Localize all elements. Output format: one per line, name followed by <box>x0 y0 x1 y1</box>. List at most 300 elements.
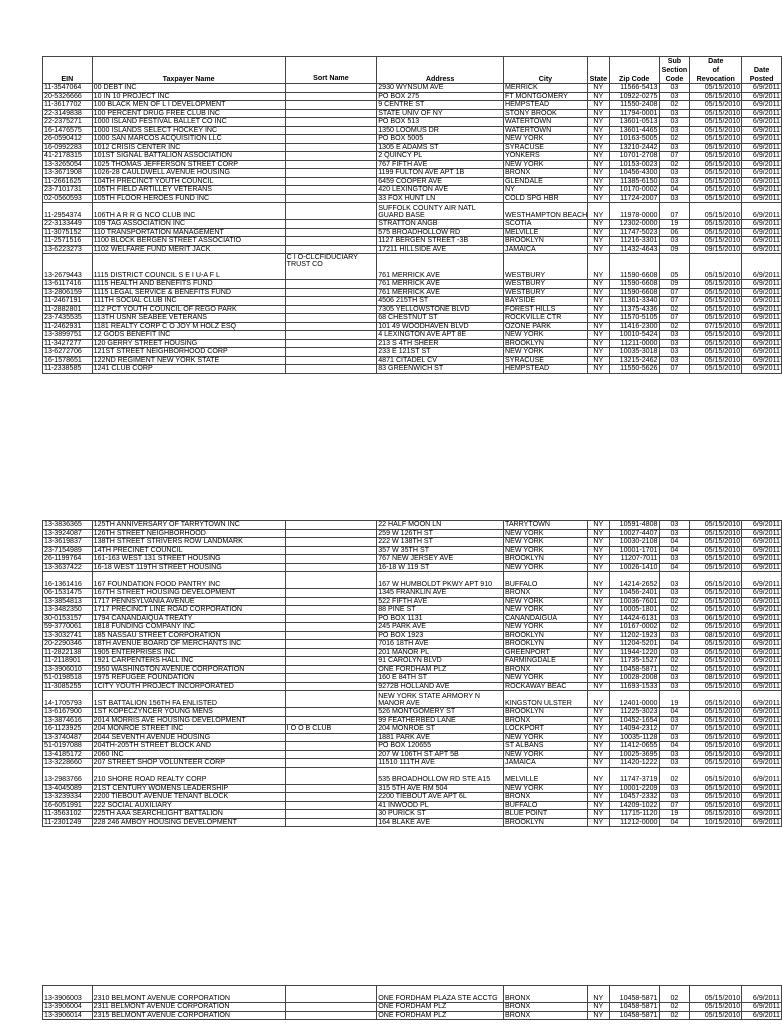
city-cell: JAMAICA <box>504 245 588 254</box>
address-cell: 4 LEXINGTON AVE APT 8E <box>377 331 504 340</box>
address-cell: 535 BROADHOLLOW RD STE A15 <box>377 767 504 784</box>
header-taxpayer-name: Taxpayer Name <box>92 75 285 84</box>
code-cell: 04 <box>659 186 690 195</box>
code-cell: 07 <box>659 365 690 374</box>
code-cell: 03 <box>659 194 690 203</box>
city-cell: NEW YORK <box>504 348 588 357</box>
page1-table <box>42 56 782 374</box>
code-cell: 03 <box>659 674 690 683</box>
table-row <box>43 135 782 144</box>
city-cell: WESTHAMPTON BEACH <box>504 203 588 220</box>
table-row <box>43 228 782 237</box>
code-cell: 19 <box>659 691 690 708</box>
posted-date-cell: 6/9/2011 <box>742 84 782 93</box>
ein-cell: 06-1531475 <box>43 589 93 598</box>
posted-date-cell: 6/9/2011 <box>742 597 782 606</box>
taxpayer-name-cell: 101ST SIGNAL BATTALION ASSOCIATION <box>92 152 285 161</box>
revocation-date-cell: 05/15/2010 <box>690 572 742 589</box>
zip-cell: 10035-1128 <box>609 733 659 742</box>
taxpayer-name-cell: 138TH STREET STRIVERS ROW LANDMARK <box>92 538 285 547</box>
revocation-date-cell: 05/15/2010 <box>690 733 742 742</box>
code-cell: 03 <box>659 237 690 246</box>
posted-date-cell: 6/9/2011 <box>742 101 782 110</box>
state-cell: NY <box>587 305 609 314</box>
zip-cell: 11693-1533 <box>609 682 659 691</box>
code-cell: 03 <box>659 126 690 135</box>
sort-name-cell <box>285 348 377 357</box>
posted-date-cell: 6/9/2011 <box>742 135 782 144</box>
table-row <box>43 220 782 229</box>
posted-date-cell: 6/9/2011 <box>742 538 782 547</box>
code-cell: 03 <box>659 648 690 657</box>
zip-cell: 11212-0000 <box>609 818 659 827</box>
city-cell: BROOKLYN <box>504 237 588 246</box>
ein-cell: 13-6117416 <box>43 280 93 289</box>
zip-cell: 11412-0655 <box>609 742 659 751</box>
taxpayer-name-cell: 1ST KOPECZYNCER YOUNG MENS <box>92 708 285 717</box>
table-row <box>43 177 782 186</box>
state-cell: NY <box>587 631 609 640</box>
sort-name-cell <box>285 623 377 632</box>
code-cell: 03 <box>659 555 690 564</box>
revocation-date-cell: 05/15/2010 <box>690 237 742 246</box>
zip-cell: 10025-3695 <box>609 750 659 759</box>
header-of: of <box>690 66 742 75</box>
sort-name-cell <box>285 733 377 742</box>
code-cell: 03 <box>659 331 690 340</box>
revocation-date-cell: 05/15/2010 <box>690 725 742 734</box>
table-row <box>43 348 782 357</box>
address-cell: 41 INWOOD PL <box>377 801 504 810</box>
ein-cell: 11-2822138 <box>43 648 93 657</box>
table-row <box>43 118 782 127</box>
sort-name-cell <box>285 92 377 101</box>
address-cell: PO BOX 1131 <box>377 614 504 623</box>
address-cell: 201 MANOR PL <box>377 648 504 657</box>
revocation-date-cell: 05/15/2010 <box>690 606 742 615</box>
posted-date-cell: 6/9/2011 <box>742 203 782 220</box>
code-cell: 04 <box>659 563 690 572</box>
posted-date-cell: 6/9/2011 <box>742 365 782 374</box>
city-cell: NEW YORK <box>504 563 588 572</box>
posted-date-cell: 6/9/2011 <box>742 348 782 357</box>
code-cell: 02 <box>659 665 690 674</box>
sort-name-cell <box>285 801 377 810</box>
sort-name-cell <box>285 109 377 118</box>
state-cell: NY <box>587 152 609 161</box>
table-row <box>43 986 782 1003</box>
table-row <box>43 314 782 323</box>
city-cell: NEW YORK <box>504 597 588 606</box>
state-cell: NY <box>587 708 609 717</box>
code-cell: 04 <box>659 538 690 547</box>
zip-cell: 10028-2008 <box>609 674 659 683</box>
sort-name-cell <box>285 631 377 640</box>
posted-date-cell: 6/9/2011 <box>742 322 782 331</box>
taxpayer-name-cell: 14TH PRECINET COUNCIL <box>92 546 285 555</box>
revocation-date-cell: 10/15/2010 <box>690 818 742 827</box>
address-cell: 22 HALF MOON LN <box>377 521 504 530</box>
revocation-date-cell: 05/15/2010 <box>690 348 742 357</box>
revocation-date-cell: 05/15/2010 <box>690 682 742 691</box>
revocation-date-cell: 05/15/2010 <box>690 563 742 572</box>
ein-cell: 22-2375271 <box>43 118 93 127</box>
code-cell: 09 <box>659 245 690 254</box>
state-cell: NY <box>587 742 609 751</box>
city-cell: WATERTOWN <box>504 118 588 127</box>
ein-cell: 11-2571516 <box>43 237 93 246</box>
page1-body <box>43 84 782 374</box>
code-cell: 03 <box>659 529 690 538</box>
state-cell: NY <box>587 331 609 340</box>
page3-body <box>43 986 782 1020</box>
revocation-date-cell: 05/15/2010 <box>690 220 742 229</box>
code-cell: 02 <box>659 160 690 169</box>
revocation-date-cell: 05/15/2010 <box>690 648 742 657</box>
sort-name-cell <box>285 101 377 110</box>
taxpayer-name-cell: 100 BLACK MEN OF L I DEVELOPMENT <box>92 101 285 110</box>
revocation-date-cell: 05/15/2010 <box>690 810 742 819</box>
ein-cell: 13-4045089 <box>43 784 93 793</box>
ein-cell: 11-2882801 <box>43 305 93 314</box>
city-cell: FOREST HILLS <box>504 305 588 314</box>
state-cell: NY <box>587 254 609 280</box>
state-cell: NY <box>587 288 609 297</box>
zip-cell: 10036-7601 <box>609 597 659 606</box>
posted-date-cell: 6/9/2011 <box>742 555 782 564</box>
address-cell: STRATTON ANGB <box>377 220 504 229</box>
city-cell: NY <box>504 186 588 195</box>
table-row <box>43 750 782 759</box>
state-cell: NY <box>587 725 609 734</box>
table-row <box>43 101 782 110</box>
ein-cell: 13-4185172 <box>43 750 93 759</box>
taxpayer-name-cell: 1921 CARPENTERS HALL INC <box>92 657 285 666</box>
city-cell: SCOTIA <box>504 220 588 229</box>
zip-cell: 11550-2408 <box>609 101 659 110</box>
ein-cell: 26-1199764 <box>43 555 93 564</box>
header-date2: Date <box>742 66 782 75</box>
city-cell: NEW YORK <box>504 331 588 340</box>
code-cell: 03 <box>659 614 690 623</box>
revocation-date-cell: 05/15/2010 <box>690 169 742 178</box>
taxpayer-name-cell: 2311 BELMONT AVENUE CORPORATION <box>92 1003 285 1012</box>
posted-date-cell: 6/9/2011 <box>742 160 782 169</box>
ein-cell: 13-3854813 <box>43 597 93 606</box>
zip-cell: 13601-4465 <box>609 126 659 135</box>
state-cell: NY <box>587 784 609 793</box>
taxpayer-name-cell: 1950 WASHINGTON AVENUE CORPORATION <box>92 665 285 674</box>
posted-date-cell: 6/9/2011 <box>742 563 782 572</box>
city-cell: JAMAICA <box>504 759 588 768</box>
ein-cell: 13-3874616 <box>43 716 93 725</box>
ein-cell: 13-3239334 <box>43 793 93 802</box>
revocation-date-cell: 05/15/2010 <box>690 1011 742 1020</box>
sort-name-cell <box>285 597 377 606</box>
table-row <box>43 1003 782 1012</box>
city-cell: BRONX <box>504 1011 588 1020</box>
city-cell: YONKERS <box>504 152 588 161</box>
table-row <box>43 322 782 331</box>
ein-cell: 13-3619837 <box>43 538 93 547</box>
state-cell: NY <box>587 589 609 598</box>
city-cell: FARMINGDALE <box>504 657 588 666</box>
state-cell: NY <box>587 356 609 365</box>
zip-cell: 10001-2209 <box>609 784 659 793</box>
code-cell: 03 <box>659 356 690 365</box>
state-cell: NY <box>587 177 609 186</box>
table-row <box>43 521 782 530</box>
state-cell: NY <box>587 691 609 708</box>
city-cell: BAYSIDE <box>504 297 588 306</box>
address-cell: 204 MONROE ST <box>377 725 504 734</box>
code-cell: 03 <box>659 84 690 93</box>
address-cell: 160 E 84TH ST <box>377 674 504 683</box>
table-row <box>43 657 782 666</box>
table-row <box>43 801 782 810</box>
ein-cell: 13-3836365 <box>43 521 93 530</box>
table-row <box>43 818 782 827</box>
address-cell: 99 FEATHERBED LANE <box>377 716 504 725</box>
taxpayer-name-cell: 225TH AAA SEARCHLIGHT BATTALION <box>92 810 285 819</box>
taxpayer-name-cell: 105TH FIELD ARTILLEY VETERANS <box>92 186 285 195</box>
posted-date-cell: 6/9/2011 <box>742 742 782 751</box>
posted-date-cell: 6/9/2011 <box>742 631 782 640</box>
posted-date-cell: 6/9/2011 <box>742 280 782 289</box>
sort-name-cell <box>285 640 377 649</box>
taxpayer-name-cell: 2014 MORRIS AVE HOUSING DEVELOPMENT <box>92 716 285 725</box>
zip-cell: 11590-6608 <box>609 280 659 289</box>
ein-cell: 13-2806159 <box>43 288 93 297</box>
posted-date-cell: 6/9/2011 <box>742 708 782 717</box>
city-cell: BRONX <box>504 793 588 802</box>
sort-name-cell <box>285 288 377 297</box>
ein-cell: 26-0590412 <box>43 135 93 144</box>
address-cell: 761 MERRICK AVE <box>377 288 504 297</box>
revocation-date-cell: 05/15/2010 <box>690 555 742 564</box>
code-cell: 02 <box>659 1011 690 1020</box>
revocation-date-cell: 05/15/2010 <box>690 203 742 220</box>
table-row <box>43 203 782 220</box>
sort-name-cell <box>285 674 377 683</box>
code-cell: 03 <box>659 572 690 589</box>
ein-cell: 11-2462931 <box>43 322 93 331</box>
zip-cell: 10010-5424 <box>609 331 659 340</box>
revocation-date-cell: 08/15/2010 <box>690 674 742 683</box>
revocation-date-cell: 05/15/2010 <box>690 623 742 632</box>
taxpayer-name-cell: 105TH FLOOR HEROES FUND INC <box>92 194 285 203</box>
state-cell: NY <box>587 640 609 649</box>
table-row <box>43 665 782 674</box>
ein-cell: 16-6051991 <box>43 801 93 810</box>
taxpayer-name-cell: 1241 CLUB CORP <box>92 365 285 374</box>
ein-cell: 13-3740487 <box>43 733 93 742</box>
code-cell: 03 <box>659 733 690 742</box>
code-cell: 02 <box>659 101 690 110</box>
code-cell: 19 <box>659 220 690 229</box>
state-cell: NY <box>587 648 609 657</box>
state-cell: NY <box>587 665 609 674</box>
zip-cell: 10457-2332 <box>609 793 659 802</box>
posted-date-cell: 6/9/2011 <box>742 1011 782 1020</box>
sort-name-cell <box>285 339 377 348</box>
address-cell: 1127 BERGEN STREET -3B <box>377 237 504 246</box>
table-row <box>43 631 782 640</box>
ein-cell: 13-3924087 <box>43 529 93 538</box>
code-cell: 04 <box>659 742 690 751</box>
taxpayer-name-cell: 1000 ISLAND FESTIVAL BALLET CO INC <box>92 118 285 127</box>
taxpayer-name-cell: 10 IN 10 PROJECT INC <box>92 92 285 101</box>
city-cell: BUFFALO <box>504 572 588 589</box>
code-cell: 02 <box>659 767 690 784</box>
sort-name-cell <box>285 220 377 229</box>
zip-cell: 10591-4808 <box>609 521 659 530</box>
address-cell: 91 CAROLYN BLVD <box>377 657 504 666</box>
state-cell: NY <box>587 84 609 93</box>
sort-name-cell <box>285 1011 377 1020</box>
city-cell: BUFFALO <box>504 801 588 810</box>
table-row <box>43 682 782 691</box>
sort-name-cell: C I O-CLCFIDUCIARY TRUST CO <box>285 254 377 280</box>
state-cell: NY <box>587 365 609 374</box>
address-cell: 575 BROADHOLLOW RD <box>377 228 504 237</box>
taxpayer-name-cell: 1115 HEALTH AND BENEFITS FUND <box>92 280 285 289</box>
revocation-date-cell: 05/15/2010 <box>690 101 742 110</box>
sort-name-cell <box>285 194 377 203</box>
table-row <box>43 606 782 615</box>
ein-cell: 22-3149838 <box>43 109 93 118</box>
table-row <box>43 288 782 297</box>
ein-cell: 13-6167900 <box>43 708 93 717</box>
header-code: Code <box>659 75 690 84</box>
taxpayer-name-cell: 167TH STREET HOUSING DEVELOPMENT <box>92 589 285 598</box>
table-row <box>43 160 782 169</box>
zip-cell: 10167-0002 <box>609 623 659 632</box>
zip-cell: 13210-2442 <box>609 143 659 152</box>
sort-name-cell <box>285 84 377 93</box>
zip-cell: 11978-0000 <box>609 203 659 220</box>
address-cell: 1345 FRANKLIN AVE <box>377 589 504 598</box>
table-row <box>43 186 782 195</box>
taxpayer-name-cell: 1115 LEGAL SERVICE & BENEFITS FUND <box>92 288 285 297</box>
sort-name-cell <box>285 152 377 161</box>
ein-cell: 16-0992283 <box>43 143 93 152</box>
state-cell: NY <box>587 801 609 810</box>
city-cell: MELVILLE <box>504 228 588 237</box>
code-cell: 07 <box>659 801 690 810</box>
header-revocation: Revocation <box>690 75 742 84</box>
revocation-date-cell: 05/15/2010 <box>690 793 742 802</box>
zip-cell: 10163-5005 <box>609 135 659 144</box>
address-cell: 167 W HUMBOLDT PKWY APT 910 <box>377 572 504 589</box>
posted-date-cell: 6/9/2011 <box>742 767 782 784</box>
revocation-date-cell: 05/15/2010 <box>690 177 742 186</box>
table-row <box>43 767 782 784</box>
sort-name-cell <box>285 1003 377 1012</box>
revocation-date-cell: 05/15/2010 <box>690 339 742 348</box>
state-cell: NY <box>587 348 609 357</box>
code-cell: 07 <box>659 203 690 220</box>
address-cell: 88 PINE ST <box>377 606 504 615</box>
code-cell: 04 <box>659 708 690 717</box>
address-cell: 2 QUINCY PL <box>377 152 504 161</box>
sort-name-cell <box>285 614 377 623</box>
city-cell: MERRICK <box>504 84 588 93</box>
ein-cell: 13-3899751 <box>43 331 93 340</box>
posted-date-cell: 6/9/2011 <box>742 186 782 195</box>
zip-cell: 11590-6608 <box>609 288 659 297</box>
address-cell: 522 FIFTH AVE <box>377 597 504 606</box>
sort-name-cell <box>285 529 377 538</box>
zip-cell: 10456-2401 <box>609 589 659 598</box>
revocation-date-cell: 05/15/2010 <box>690 109 742 118</box>
taxpayer-name-cell: 1ST BATTALION 156TH FA ENLISTED <box>92 691 285 708</box>
revocation-date-cell: 05/15/2010 <box>690 750 742 759</box>
taxpayer-name-cell: 113TH USNR SEABEE VETERANS <box>92 314 285 323</box>
zip-cell: 14424-6131 <box>609 614 659 623</box>
zip-cell: 11202-1923 <box>609 631 659 640</box>
code-cell: 03 <box>659 750 690 759</box>
sort-name-cell <box>285 606 377 615</box>
sort-name-cell <box>285 297 377 306</box>
taxpayer-name-cell: 204 MONROE STREET INC <box>92 725 285 734</box>
table-row <box>43 237 782 246</box>
ein-cell: 13-6272706 <box>43 348 93 357</box>
ein-cell: 11-3617702 <box>43 101 93 110</box>
state-cell: NY <box>587 237 609 246</box>
address-cell: 4506 215TH ST <box>377 297 504 306</box>
page2-table <box>42 520 782 827</box>
city-cell: FT MONTGOMERY <box>504 92 588 101</box>
city-cell: SYRACUSE <box>504 356 588 365</box>
table-row <box>43 84 782 93</box>
address-cell: 30 PURICK ST <box>377 810 504 819</box>
zip-cell: 10170-0002 <box>609 186 659 195</box>
sort-name-cell <box>285 818 377 827</box>
taxpayer-name-cell: 228 246 AMBOY HOUSING DEVELOPMENT <box>92 818 285 827</box>
state-cell: NY <box>587 135 609 144</box>
address-cell: 213 S 4TH SHEER <box>377 339 504 348</box>
zip-cell: 10153-0023 <box>609 160 659 169</box>
code-cell: 07 <box>659 288 690 297</box>
table-row <box>43 708 782 717</box>
taxpayer-name-cell: 1CITY YOUTH PROJECT INCORPORATED <box>92 682 285 691</box>
city-cell: SYRACUSE <box>504 143 588 152</box>
city-cell: NEW YORK <box>504 160 588 169</box>
state-cell: NY <box>587 314 609 323</box>
ein-cell: 13-3906014 <box>43 1011 93 1020</box>
state-cell: NY <box>587 203 609 220</box>
posted-date-cell: 6/9/2011 <box>742 126 782 135</box>
table-row <box>43 674 782 683</box>
posted-date-cell: 6/9/2011 <box>742 682 782 691</box>
ein-cell: 11-2118901 <box>43 657 93 666</box>
table-row <box>43 280 782 289</box>
ein-cell: 13-3228660 <box>43 759 93 768</box>
zip-cell: 11375-4336 <box>609 305 659 314</box>
code-cell: 03 <box>659 348 690 357</box>
posted-date-cell: 6/9/2011 <box>742 674 782 683</box>
posted-date-cell: 6/9/2011 <box>742 750 782 759</box>
posted-date-cell: 6/9/2011 <box>742 716 782 725</box>
revocation-date-cell: 06/15/2010 <box>690 614 742 623</box>
sort-name-cell <box>285 126 377 135</box>
page3-table <box>42 985 782 1020</box>
state-cell: NY <box>587 280 609 289</box>
zip-cell: 11590-6608 <box>609 254 659 280</box>
taxpayer-name-cell: 1012 CRISIS CENTER INC <box>92 143 285 152</box>
city-cell: LOCKPORT <box>504 725 588 734</box>
